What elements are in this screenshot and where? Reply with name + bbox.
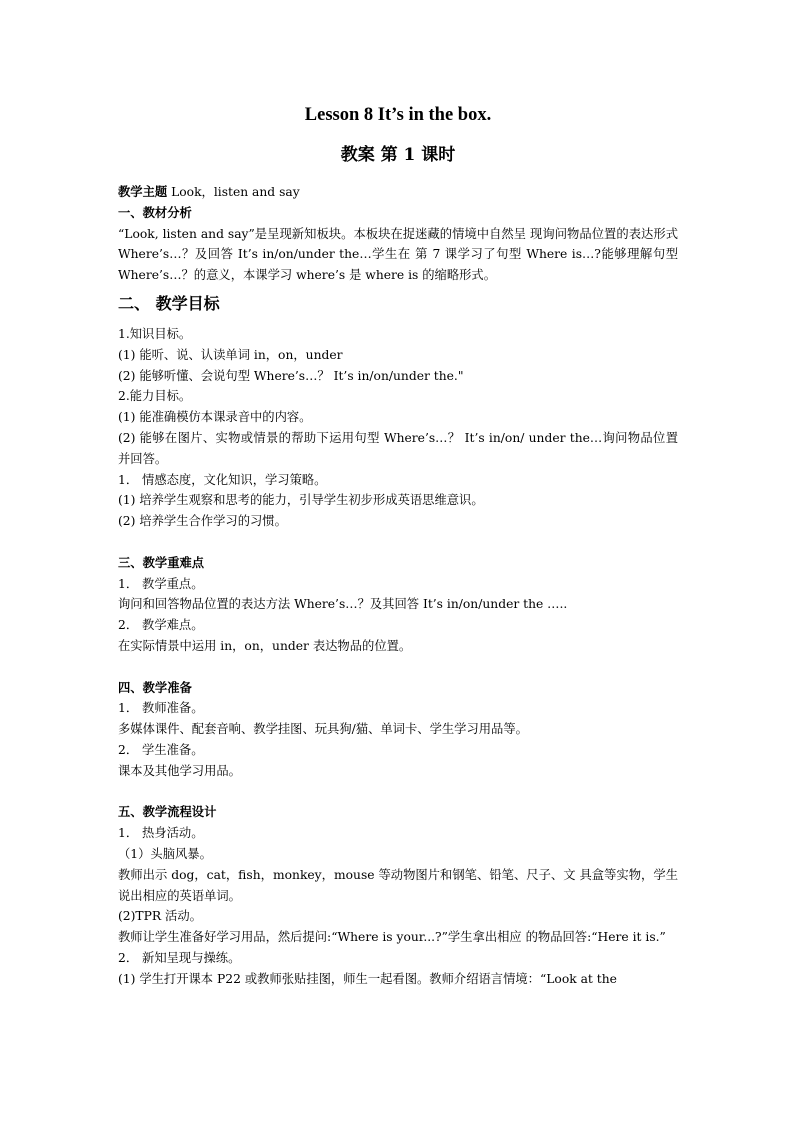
key-point-line: 在实际情景中运用 in，on，under 表达物品的位置。	[118, 638, 412, 653]
objective-line: (1) 能听、说、认读单词 in，on，under	[118, 347, 343, 362]
preparation-line: 1． 教师准备。	[118, 701, 204, 716]
procedure-paragraph: 教师让学生准备好学习用品，然后提问:“Where is your...?”学生拿出相应 的物品回答:“Here it is.”	[118, 930, 666, 945]
objective-line: (1) 培养学生观察和思考的能力，引导学生初步形成英语思维意识。	[118, 493, 484, 508]
procedure-line: (2)TPR 活动。	[118, 909, 202, 924]
procedure-line: 1． 热身活动。	[118, 826, 204, 841]
section-paragraph-materials: “Look, listen and say”是呈现新知板块。本板块在捉迷藏的情境中自然呈 现询问物品位置的表达形式 Where’s…？及回答 It’s in/on/under the…学生在 第 7 课学习了句型 Where is…?能够理解句型 Where’s…？的意义，本课学习 where’s 是 where is 的缩略形式。	[118, 226, 678, 283]
procedure-paragraph: 教师出示 dog，cat，fish，monkey，mouse 等动物图片和钢笔、铅笔、尺子、文 具盒等实物，学生说出相应的英语单词。	[118, 867, 678, 903]
section-heading-objectives: 二、 教学目标	[118, 293, 220, 313]
document-page	[118, 100, 678, 989]
spacer	[118, 532, 678, 553]
procedure-line: （1）头脑风暴。	[118, 846, 212, 861]
key-point-line: 1． 教学重点。	[118, 576, 204, 591]
objective-line: (1) 能准确模仿本课录音中的内容。	[118, 410, 312, 425]
topic-label: 教学主题	[118, 184, 168, 199]
objective-line: 1． 情感态度，文化知识，学习策略。	[118, 472, 327, 487]
preparation-line: 多媒体课件、配套音响、教学挂图、玩具狗/猫、单词卡、学生学习用品等。	[118, 722, 528, 737]
objective-line: 2.能力目标。	[118, 389, 192, 404]
objective-paragraph: (2) 能够在图片、实物或情景的帮助下运用句型 Where’s…？ It’s in/on/ under the…询问物品位置并回答。	[118, 430, 678, 466]
section-heading-preparation: 四、教学准备	[118, 679, 192, 695]
topic-value: Look，listen and say	[167, 185, 300, 199]
procedure-line: (1) 学生打开课本 P22 或教师张贴挂图，师生一起看图。教师介绍语言情境：“Look at the	[118, 971, 617, 986]
preparation-line: 课本及其他学习用品。	[118, 763, 241, 778]
section-heading-key-points: 三、教学重难点	[118, 554, 205, 570]
procedure-line: 2． 新知呈现与操练。	[118, 950, 241, 965]
preparation-line: 2． 学生准备。	[118, 742, 204, 757]
topic-row	[118, 182, 678, 203]
key-point-line: 2． 教学难点。	[118, 618, 204, 633]
objective-line: 1.知识目标。	[118, 326, 192, 341]
spacer	[118, 782, 678, 803]
section-heading-procedure: 五、教学流程设计	[118, 804, 217, 820]
key-point-line: 询问和回答物品位置的表达方法 Where’s…？及其回答 It’s in/on/under the …..	[118, 597, 568, 612]
lesson-subtitle: 教案 第 1 课时	[340, 145, 456, 165]
lesson-title: Lesson 8 It’s in the box.	[304, 105, 492, 125]
spacer	[118, 657, 678, 678]
section-heading-materials: 一、教材分析	[118, 204, 192, 220]
objective-line: (2) 能够听懂、会说句型 Where’s…？ It’s in/on/under the."	[118, 368, 464, 383]
objective-line: (2) 培养学生合作学习的习惯。	[118, 514, 287, 529]
